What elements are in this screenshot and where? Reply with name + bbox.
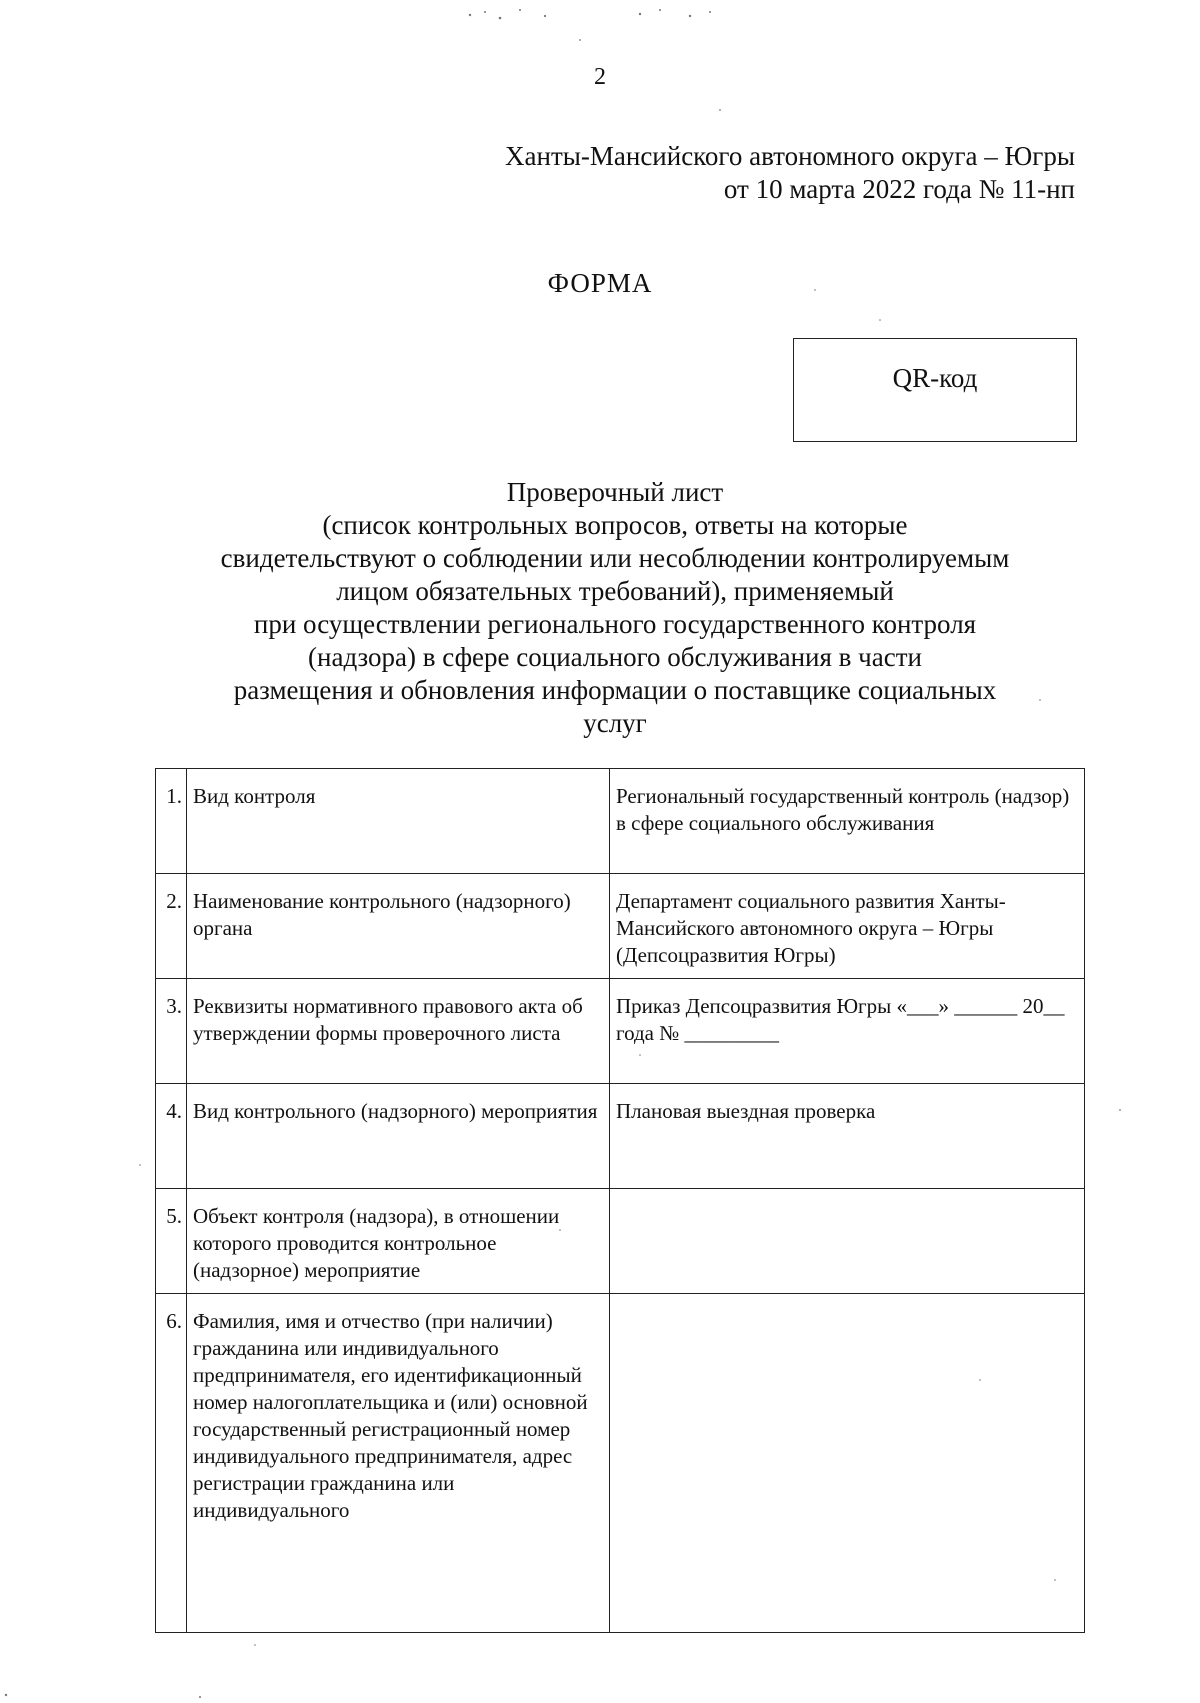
row-label: Фамилия, имя и отчество (при наличии) гражданина или индивидуального предпринимателя, его идентификационный номер налогоплательщика и (или) основной государственный регистрационный номер индивидуального предпринимателя, адрес регистрации гражданина или индивидуального bbox=[187, 1294, 610, 1633]
table-row bbox=[156, 979, 1085, 1084]
row-value: Плановая выездная проверка bbox=[610, 1084, 1085, 1189]
row-label: Объект контроля (надзора), в отношении которого проводится контрольное (надзорное) мероприятие bbox=[187, 1189, 610, 1294]
form-title: ФОРМА bbox=[547, 268, 653, 298]
checklist-title-line: размещения и обновления информации о поставщике социальных bbox=[233, 675, 997, 705]
checklist-title-line: свидетельствуют о соблюдении или несоблюдении контролируемым bbox=[220, 543, 1010, 573]
header-line-date: от 10 марта 2022 года № 11-нп bbox=[723, 174, 1075, 204]
checklist-title bbox=[150, 476, 1080, 740]
table-row bbox=[156, 874, 1085, 979]
table-row bbox=[156, 1084, 1085, 1189]
info-table bbox=[155, 768, 1085, 1633]
row-value bbox=[610, 1294, 1085, 1633]
row-number: 5. bbox=[156, 1189, 187, 1294]
checklist-title-line: услуг bbox=[583, 708, 647, 738]
row-label: Наименование контрольного (надзорного) органа bbox=[187, 874, 610, 979]
row-value: Приказ Депсоцразвития Югры «___» ______ 20__ года № _________ bbox=[610, 979, 1085, 1084]
row-label: Вид контроля bbox=[187, 769, 610, 874]
checklist-title-line: (список контрольных вопросов, ответы на которые bbox=[322, 510, 908, 540]
row-number: 4. bbox=[156, 1084, 187, 1189]
checklist-title-line: (надзора) в сфере социального обслуживания в части bbox=[308, 642, 922, 672]
header-line-region: Ханты-Мансийского автономного округа – Югры bbox=[505, 141, 1075, 171]
checklist-title-line: при осуществлении регионального государственного контроля bbox=[253, 609, 977, 639]
qr-code-label: QR-код bbox=[892, 363, 978, 393]
document-header bbox=[505, 140, 1075, 206]
row-value: Департамент социального развития Ханты-Мансийского автономного округа – Югры (Депсоцразвития Югры) bbox=[610, 874, 1085, 979]
row-value bbox=[610, 1189, 1085, 1294]
table-row bbox=[156, 1189, 1085, 1294]
page-number: 2 bbox=[594, 64, 606, 90]
row-value: Региональный государственный контроль (надзор) в сфере социального обслуживания bbox=[610, 769, 1085, 874]
table-row bbox=[156, 769, 1085, 874]
row-label: Вид контрольного (надзорного) мероприятия bbox=[187, 1084, 610, 1189]
row-number: 1. bbox=[156, 769, 187, 874]
row-number: 3. bbox=[156, 979, 187, 1084]
row-label: Реквизиты нормативного правового акта об утверждении формы проверочного листа bbox=[187, 979, 610, 1084]
table-row bbox=[156, 1294, 1085, 1633]
checklist-title-line: Проверочный лист bbox=[506, 477, 724, 507]
qr-code-box bbox=[793, 338, 1077, 442]
checklist-title-line: лицом обязательных требований), применяемый bbox=[336, 576, 894, 606]
row-number: 2. bbox=[156, 874, 187, 979]
row-number: 6. bbox=[156, 1294, 187, 1633]
